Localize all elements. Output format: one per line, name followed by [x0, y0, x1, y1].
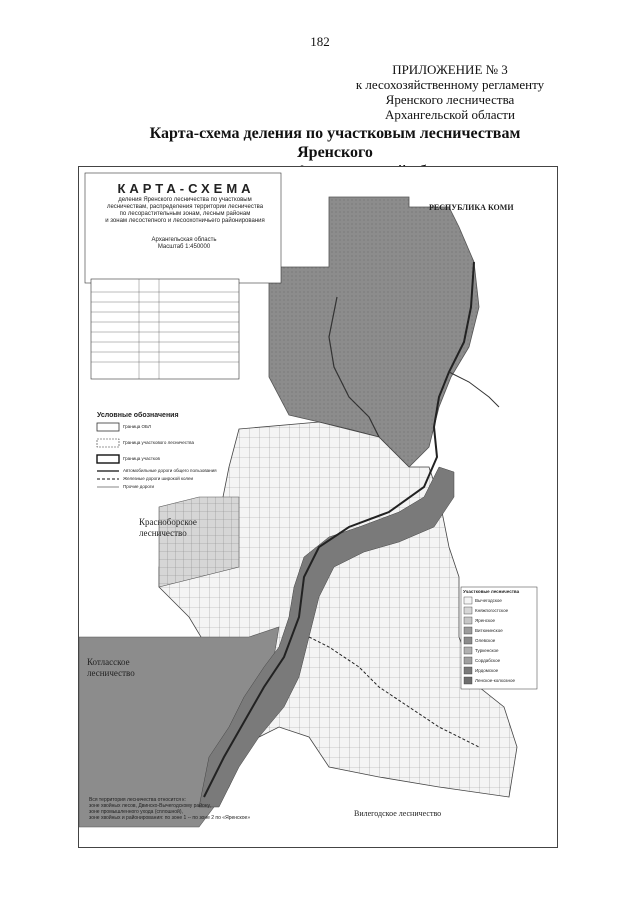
legend-symbol [97, 439, 119, 447]
forestry-map [78, 166, 558, 848]
map-subtitle-line: по лесорастительным зонам, лесным районам [119, 211, 251, 217]
map-subtitle [85, 197, 285, 225]
appendix-line: Яренского лесничества [385, 92, 515, 107]
footnote-line: Вся территория лесничества относится к: [89, 797, 186, 803]
title-line: Карта-схема деления по участковым лесничествам Яренского [149, 125, 521, 161]
map-footnote [89, 797, 349, 821]
label-komi: РЕСПУБЛИКА КОМИ [429, 203, 514, 212]
district-legend-item: Олевское [475, 638, 496, 643]
legend-symbol [97, 423, 119, 431]
map-region [119, 237, 249, 251]
legend-title: Условные обозначения [97, 412, 179, 419]
map-region-name: Архангельская область [151, 237, 217, 243]
legend-item: Железные дороги широкой колеи [123, 476, 194, 481]
map-subtitle-line: деления Яренского лесничества по участковым [118, 197, 252, 203]
legend-item: Граница ОБЛ [123, 424, 151, 429]
district-legend-swatches [464, 597, 472, 684]
page-number: 182 [310, 34, 330, 49]
district-legend-item: Яренское [475, 618, 496, 623]
footnote-line: зоне хвойных и районирования: по зоне 1 -- по зоне 2 по «Яренское» [89, 815, 251, 821]
legend-symbol [97, 455, 119, 463]
appendix-line: к лесохозяйственному регламенту [355, 77, 545, 92]
label-line: лесничество [87, 668, 135, 678]
district-legend-item: Туркенское [475, 648, 499, 653]
district-table [91, 279, 239, 379]
legend-item: Автомобильные дороги общего пользования [123, 468, 217, 473]
appendix-line: ПРИЛОЖЕНИЕ № 3 [392, 62, 508, 77]
label-vilegodskoe: Вилегодское лесничество [354, 809, 442, 818]
label-kotlasskoe [87, 657, 135, 679]
label-line: Котласское [87, 657, 130, 667]
tributary-river [449, 372, 499, 407]
district-legend-item: Витюнинское [475, 628, 503, 633]
label-line: лесничество [139, 528, 187, 538]
map-graphic [79, 167, 557, 847]
district-legend-item: Ирдомское [475, 668, 499, 673]
label-line: Красноборское [139, 517, 197, 527]
map-subtitle-line: лесничествам, распределения территории лесничества [106, 204, 264, 210]
district-legend-item: Сордабское [475, 658, 501, 663]
legend-item: Граница участков [123, 456, 160, 461]
district-legend-item: Княжпогостское [475, 608, 509, 613]
footnote-line: зоне промышленного ухода (сплошной), [89, 809, 183, 815]
legend-item: Прочие дороги [123, 484, 155, 489]
label-krasnoborskoe [139, 517, 197, 539]
district-legend-item: Вычегодское [475, 598, 502, 603]
appendix-block [320, 62, 580, 122]
appendix-line: Архангельской области [385, 107, 515, 122]
district-legend-title: Участковые лесничества [463, 589, 520, 594]
legend-item: Граница участкового лесничества [123, 440, 194, 445]
district-legend-item: Ленское-колхозное [475, 678, 515, 683]
footnote-line: зоне хвойных лесов, Двинско-Вычегодскому району, [89, 803, 211, 809]
map-subtitle-line: и зонам лесостепного и лесоохотничьего районирования [105, 218, 265, 224]
map-scale: Масштаб 1:450000 [157, 244, 211, 250]
map-heading: КАРТА-СХЕМА [117, 181, 255, 196]
